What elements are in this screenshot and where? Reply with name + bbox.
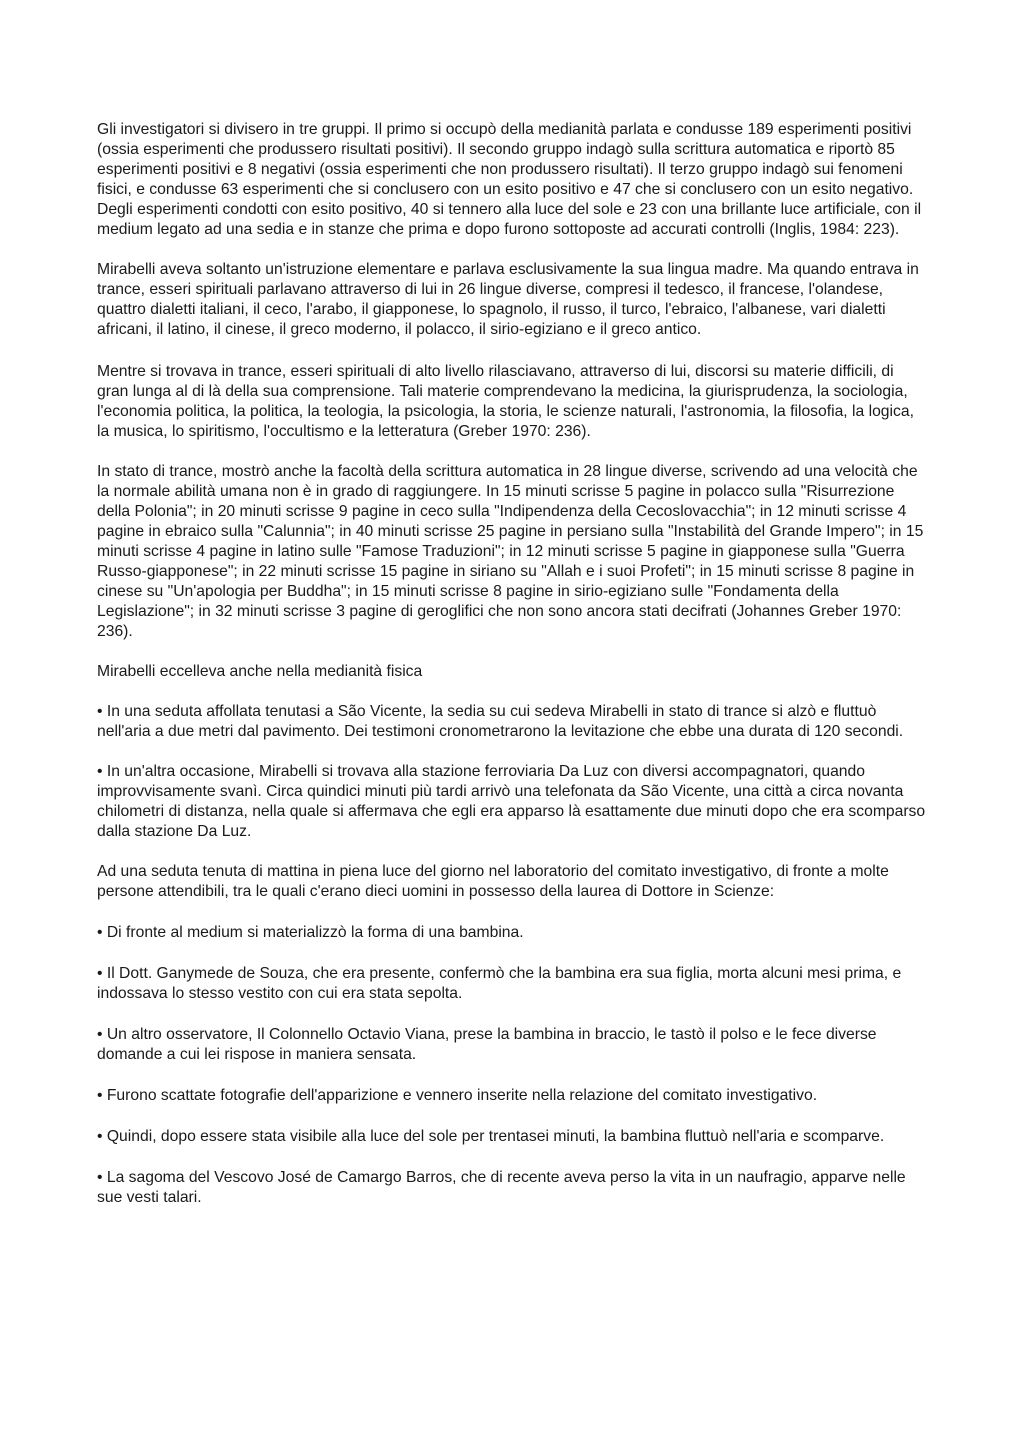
paragraph-languages-spoken: Mirabelli aveva soltanto un'istruzione elementare e parlava esclusivamente la sua lingua madre. Ma quando entrava in trance, esseri spirituali parlavano attraverso di lui in 26 lingue diverse, compresi il tedesco, il francese, l'olandese, quattro dialetti italiani, il ceco, l'arabo, il giapponese, lo spagnolo, il russo, il turco, l'ebraico, l'albanese, vari dialetti africani, il latino, il cinese, il greco moderno, il polacco, il sirio-egiziano e il greco antico.: [97, 261, 919, 338]
bullet-levitation: • In una seduta affollata tenutasi a São Vicente, la sedia su cui sedeva Mirabelli in stato di trance si alzò e fluttuò nell'aria a due metri dal pavimento. Dei testimoni cronometrarono la levitazione che ebbe una durata di 120 secondi.: [97, 703, 904, 740]
bullet-viana-observation: • Un altro osservatore, Il Colonnello Octavio Viana, prese la bambina in braccio, le tastò il polso e le fece diverse domande a cui lei rispose in maniera sensata.: [97, 1026, 877, 1063]
paragraph-automatic-writing: In stato di trance, mostrò anche la facoltà della scrittura automatica in 28 lingue diverse, scrivendo ad una velocità che la normale abilità umana non è in grado di raggiungere. In 15 minuti scrisse 5 pagine in polacco sulla "Risurrezione della Polonia"; in 20 minuti scrisse 9 pagine in ceco sulla "Indipendenza della Cecoslovacchia"; in 12 minuti scrisse 4 pagine in ebraico sulla "Calunnia"; in 40 minuti scrisse 25 pagine in persiano sulla "Instabilità del Grande Impero"; in 15 minuti scrisse 4 pagine in latino sulle "Famose Traduzioni"; in 12 minuti scrisse 5 pagine in giapponese sulla "Guerra Russo-giapponese"; in 22 minuti scrisse 15 pagine in siriano su "Allah e i suoi Profeti"; in 15 minuti scrisse 8 pagine in cinese su "Un'apologia per Buddha"; in 15 minuti scrisse 8 pagine in sirio-egiziano sulle "Fondamenta della Legislazione"; in 32 minuti scrisse 3 pagine di geroglifici che non sono ancora stati decifrati (Johannes Greber 1970: 236).: [97, 463, 924, 640]
document-page: [97, 120, 929, 1208]
bullet-teleportation: • In un'altra occasione, Mirabelli si trovava alla stazione ferroviaria Da Luz con diversi accompagnatori, quando improvvisamente svanì. Circa quindici minuti più tardi arrivò una telefonata da São Vicente, una città a circa novanta chilometri di distanza, nella quale si affermava che egli era apparso là esattamente due minuti dopo che era scomparso dalla stazione Da Luz.: [97, 763, 926, 840]
bullet-materialization: • Di fronte al medium si materializzò la forma di una bambina.: [97, 924, 524, 941]
paragraph-physical-mediumship: Mirabelli eccelleva anche nella medianità fisica: [97, 663, 423, 680]
bullet-bishop-apparition: • La sagoma del Vescovo José de Camargo Barros, che di recente aveva perso la vita in un naufragio, apparve nelle sue vesti talari.: [97, 1169, 906, 1206]
bullet-disappearance: • Quindi, dopo essere stata visibile alla luce del sole per trentasei minuti, la bambina fluttuò nell'aria e scomparve.: [97, 1128, 885, 1145]
bullet-souza-confirmation: • Il Dott. Ganymede de Souza, che era presente, confermò che la bambina era sua figlia, morta alcuni mesi prima, e indossava lo stesso vestito con cui era stata sepolta.: [97, 965, 902, 1002]
bullet-photographs: • Furono scattate fotografie dell'apparizione e vennero inserite nella relazione del comitato investigativo.: [97, 1087, 818, 1104]
paragraph-investigator-groups: Gli investigatori si divisero in tre gruppi. Il primo si occupò della medianità parlata e condusse 189 esperimenti positivi (ossia esperimenti che produssero risultati positivi). Il secondo gruppo indagò sulla scrittura automatica e riportò 85 esperimenti positivi e 8 negativi (ossia esperimenti che non produssero risultati). Il terzo gruppo indagò sui fenomeni fisici, e condusse 63 esperimenti che si conclusero con un esito positivo e 47 che si conclusero con un esito negativo. Degli esperimenti condotti con esito positivo, 40 si tennero alla luce del sole e 23 con una brillante luce artificiale, con il medium legato ad una sedia e in stanze che prima e dopo furono sottoposte ad accurati controlli (Inglis, 1984: 223).: [97, 121, 922, 238]
paragraph-morning-seance: Ad una seduta tenuta di mattina in piena luce del giorno nel laboratorio del comitato investigativo, di fronte a molte persone attendibili, tra le quali c'erano dieci uomini in possesso della laurea di Dottore in Scienze:: [97, 863, 889, 900]
paragraph-discourses: Mentre si trovava in trance, esseri spirituali di alto livello rilasciavano, attraverso di lui, discorsi su materie difficili, di gran lunga al di là della sua comprensione. Tali materie comprendevano la medicina, la giurisprudenza, la sociologia, l'economia politica, la politica, la teologia, la psicologia, la storia, le scienze naturali, l'astronomia, la filosofia, la logica, la musica, lo spiritismo, l'occultismo e la letteratura (Greber 1970: 236).: [97, 363, 914, 440]
